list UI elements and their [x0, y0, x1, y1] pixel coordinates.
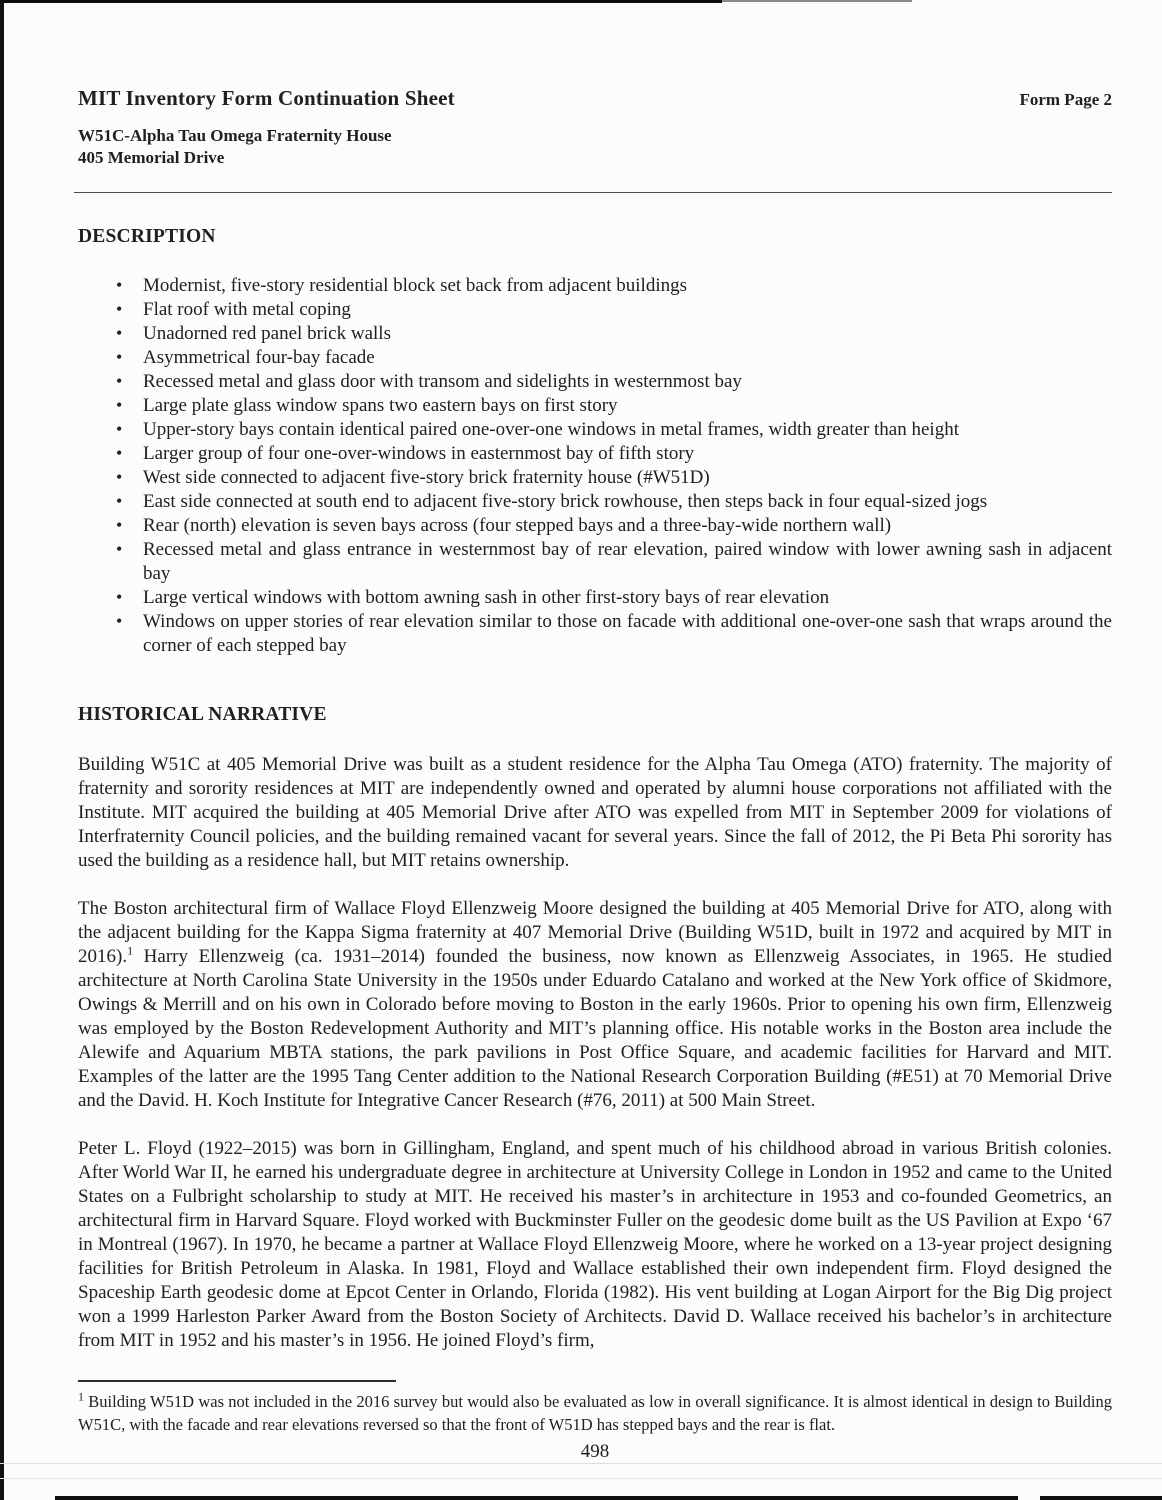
- description-bullet: • Unadorned red panel brick walls: [115, 322, 1112, 346]
- description-bullet: • Windows on upper stories of rear elevation similar to those on facade with additional one-over-one sash that wraps around the corner of each stepped bay: [115, 610, 1112, 658]
- narrative-paragraph-2-continuation: Harry Ellenzweig (ca. 1931–2014) founded the business, now known as Ellenzweig Associates, in 1965. He studied architecture at North Carolina State University in the 1950s under Eduardo Catalano and worked at the New York office of Skidmore, Owings & Merrill and on his own in Colorado before moving to Boston in the early 1960s. Prior to opening his own firm, Ellenzweig was employed by the Boston Redevelopment Authority and MIT’s planning office. His notable works in the Boston area include the Alewife and Aquarium MBTA stations, the park pavilions in Post Office Square, and academic facilities for Harvard and MIT. Examples of the latter are the 1995 Tang Center addition to the National Research Corporation Building (#E51) at 70 Memorial Drive and the David. H. Koch Institute for Integrative Cancer Research (#76, 2011) at 500 Main Street.: [78, 946, 1112, 1111]
- narrative-paragraph-2-text: The Boston architectural firm of Wallace Floyd Ellenzweig Moore designed the building at 405 Memorial Drive for ATO, along with the adjacent building for the Kappa Sigma fraternity at 407 Memorial Drive (Building W51D, built in 1972 and acquired by MIT in 2016).: [78, 898, 1112, 967]
- page-footer: [78, 1380, 1112, 1463]
- description-bullet: • Recessed metal and glass door with transom and sidelights in westernmost bay: [115, 370, 1112, 394]
- footnote: [78, 1390, 1112, 1436]
- scan-artifact-top-bar: [0, 0, 722, 3]
- page-number: 498: [580, 1441, 610, 1462]
- description-bullet: • Modernist, five-story residential block set back from adjacent buildings: [115, 274, 1112, 298]
- description-bullet: • Recessed metal and glass entrance in westernmost bay of rear elevation, paired window with lower awning sash in adjacent bay: [115, 538, 1112, 586]
- description-bullet: • Upper-story bays contain identical paired one-over-one windows in metal frames, width greater than height: [115, 418, 1112, 442]
- description-bullet: • West side connected to adjacent five-story brick fraternity house (#W51D): [115, 466, 1112, 490]
- scan-artifact-faint-line: [0, 1463, 1162, 1464]
- footnote-reference: 1: [127, 943, 134, 958]
- scan-artifact-bottom-bar-right: [1040, 1496, 1162, 1500]
- document-header: [78, 86, 1112, 169]
- description-bullet: • Larger group of four one-over-windows in easternmost bay of fifth story: [115, 442, 1112, 466]
- description-bullet: • Large vertical windows with bottom awning sash in other first-story bays of rear elevation: [115, 586, 1112, 610]
- description-bullet: • Flat roof with metal coping: [115, 298, 1112, 322]
- scan-artifact-bottom-bar-left: [55, 1496, 1018, 1500]
- description-bullet: • Large plate glass window spans two eastern bays on first story: [115, 394, 1112, 418]
- description-bullet: • East side connected at south end to adjacent five-story brick rowhouse, then steps back in four equal-sized jogs: [115, 490, 1112, 514]
- building-name: W51C-Alpha Tau Omega Fraternity House: [78, 126, 392, 145]
- description-heading: DESCRIPTION: [78, 226, 216, 247]
- footnote-divider: [78, 1380, 396, 1382]
- description-list: [78, 274, 1112, 658]
- footnote-text: Building W51D was not included in the 2016 survey but would also be evaluated as low in overall significance. It is almost identical in design to Building W51C, with the facade and rear elevations reversed so that the front of W51D has stepped bays and the rear is flat.: [78, 1392, 1113, 1434]
- header-divider: [74, 192, 1112, 193]
- narrative-paragraph-3: Peter L. Floyd (1922–2015) was born in Gillingham, England, and spent much of his childhood abroad in various British colonies. After World War II, he earned his undergraduate degree in architecture at University College in London in 1952 and came to the United States on a Fulbright scholarship to study at MIT. He received his master’s in architecture in 1953 and co-founded Geometrics, an architectural firm in Harvard Square. Floyd worked with Buckminster Fuller on the geodesic dome built as the US Pavilion at Expo ‘67 in Montreal (1967). In 1970, he became a partner at Wallace Floyd Ellenzweig Moore, where he worked on a 13-year project designing facilities for British Petroleum in Alaska. In 1981, Floyd and Wallace established their own independent firm. Floyd designed the Spaceship Earth geodesic dome at Epcot Center in Orlando, Florida (1982). His vent building at Logan Airport for the Big Dig project won a 1999 Harleston Parker Award from the Boston Society of Architects. David D. Wallace received his bachelor’s in architecture from MIT in 1952 and his master’s in 1956. He joined Floyd’s firm,: [78, 1138, 1112, 1351]
- description-bullet: • Rear (north) elevation is seven bays across (four stepped bays and a three-bay-wide northern wall): [115, 514, 1112, 538]
- description-section: [78, 226, 1112, 658]
- narrative-paragraph-2: [78, 897, 1112, 1113]
- scan-artifact-top-bar-fade: [722, 0, 912, 2]
- form-page-label: Form Page 2: [1019, 90, 1112, 109]
- description-bullet: • Asymmetrical four-bay facade: [115, 346, 1112, 370]
- scan-artifact-faint-line-2: [0, 1478, 1162, 1479]
- historical-narrative-section: [78, 704, 1112, 1353]
- footnote-marker: 1: [78, 1389, 84, 1404]
- building-address: 405 Memorial Drive: [78, 148, 225, 167]
- document-title: MIT Inventory Form Continuation Sheet: [78, 86, 455, 110]
- narrative-paragraph-1: Building W51C at 405 Memorial Drive was built as a student residence for the Alpha Tau Omega (ATO) fraternity. The majority of fraternity and sorority residences at MIT are independently owned and operated by alumni house corporations not affiliated with the Institute. MIT acquired the building at 405 Memorial Drive after ATO was expelled from MIT in September 2009 for violations of Interfraternity Council policies, and the building remained vacant for several years. Since the fall of 2012, the Pi Beta Phi sorority has used the building as a residence hall, but MIT retains ownership.: [78, 754, 1112, 871]
- narrative-heading: HISTORICAL NARRATIVE: [78, 704, 327, 725]
- scan-artifact-left-edge: [0, 0, 4, 1500]
